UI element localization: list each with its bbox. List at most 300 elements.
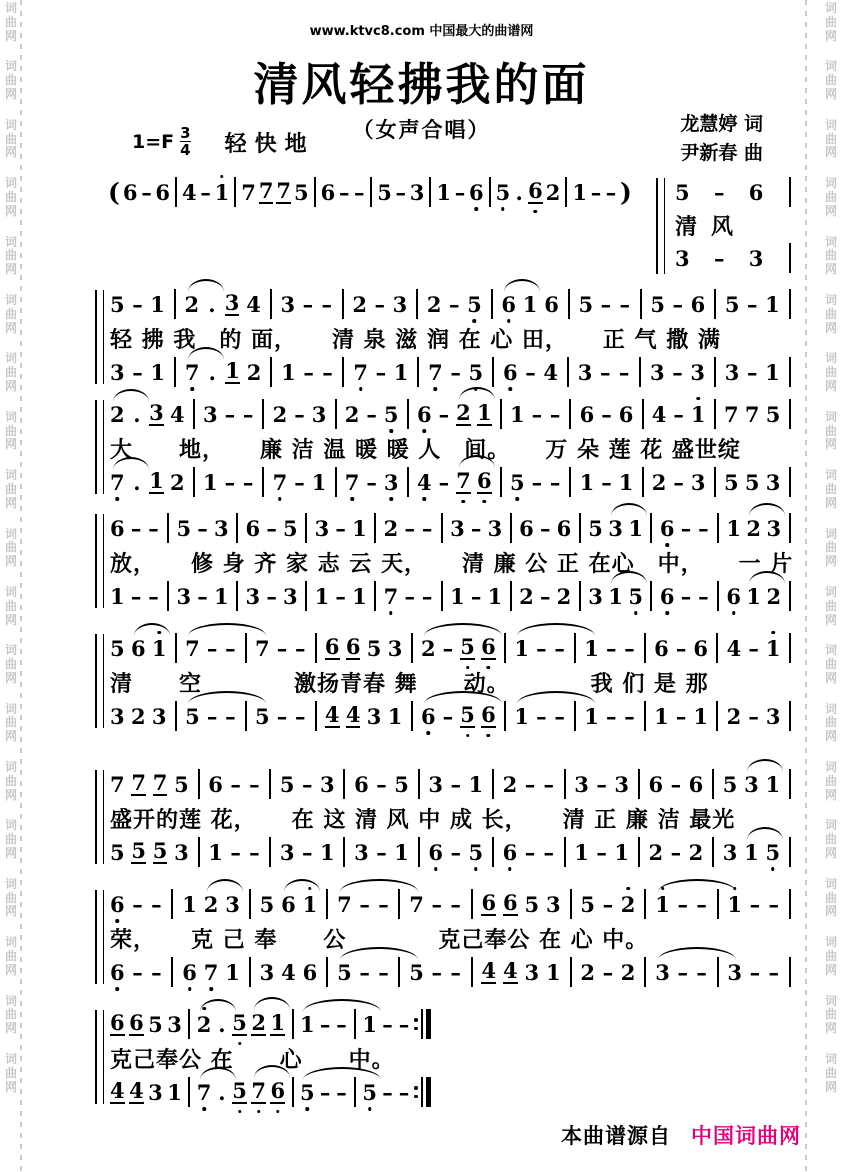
watermark-text: 词 曲 网 xyxy=(4,1,17,43)
note: – xyxy=(450,839,461,865)
slur-arc xyxy=(284,879,320,892)
barline xyxy=(249,889,251,919)
note: – xyxy=(276,635,288,661)
lyrics-line: 荣， 克 己 奉 公 克己奉公 在 心 中。 xyxy=(110,926,649,953)
note: 1 xyxy=(693,703,708,729)
note: 6 xyxy=(469,182,484,203)
barline xyxy=(292,1077,294,1107)
note: – xyxy=(374,291,385,317)
note: . xyxy=(218,1079,226,1105)
note: – xyxy=(539,515,551,541)
slur-arc xyxy=(658,879,736,892)
note: 6 xyxy=(688,771,704,797)
note: 5 xyxy=(766,842,781,863)
note: – xyxy=(747,359,758,385)
note: 6 xyxy=(481,890,497,915)
barline xyxy=(789,769,791,799)
barline xyxy=(789,957,791,987)
slur-arc xyxy=(749,503,785,516)
note: 2 xyxy=(421,638,436,659)
barline xyxy=(343,769,345,799)
note: 6 xyxy=(324,634,340,659)
note: 6 xyxy=(503,362,518,383)
note: – xyxy=(549,401,561,427)
system-3 xyxy=(108,398,793,498)
note: 6 xyxy=(110,1010,125,1035)
system-bracket xyxy=(95,514,104,608)
note: – xyxy=(713,179,725,205)
note: 3 xyxy=(314,515,330,541)
barline xyxy=(262,467,264,497)
note: – xyxy=(132,891,143,917)
note: – xyxy=(148,583,159,609)
barline xyxy=(411,701,413,731)
barline xyxy=(569,467,571,497)
note: 5 xyxy=(174,771,189,797)
barline xyxy=(789,399,791,429)
note: 2 xyxy=(426,291,442,317)
upper-voice-line xyxy=(110,632,793,664)
note: – xyxy=(303,359,314,385)
note: 4 xyxy=(543,359,558,385)
note: 7 xyxy=(276,178,292,203)
site-header-link[interactable]: www.ktvc8.com 中国最大的曲谱网 xyxy=(309,24,534,39)
note: 2 xyxy=(502,771,518,797)
barline xyxy=(789,889,791,919)
barline xyxy=(292,1009,294,1039)
note: 2 xyxy=(556,583,572,609)
note: – xyxy=(224,401,236,427)
barline xyxy=(569,399,571,429)
parenthesis: ) xyxy=(619,177,632,207)
note: – xyxy=(675,703,687,729)
note: 5 xyxy=(279,771,295,797)
note: 1 xyxy=(584,635,599,661)
barline xyxy=(789,467,791,497)
note: 2 xyxy=(456,402,471,426)
barline xyxy=(314,177,316,207)
note: 1 xyxy=(487,583,503,609)
note: 1 xyxy=(225,959,240,985)
barline xyxy=(305,581,307,611)
note: – xyxy=(748,703,759,729)
barline xyxy=(716,701,718,731)
note: 4 xyxy=(246,291,261,317)
note: 6 xyxy=(748,179,764,205)
note: 6 xyxy=(182,962,197,983)
footer-site-link[interactable]: 中国词曲网 xyxy=(691,1123,801,1148)
note: 5 xyxy=(366,635,382,661)
note: 6 xyxy=(110,894,125,915)
note: 6 xyxy=(245,515,261,541)
note: 5 xyxy=(255,703,270,729)
barline xyxy=(335,399,337,429)
note: 5 xyxy=(300,1082,315,1103)
note: – xyxy=(624,703,635,729)
barline xyxy=(343,837,345,867)
note: 5 xyxy=(588,515,603,541)
barline xyxy=(564,769,566,799)
note: 3 xyxy=(577,359,593,385)
note: 5 xyxy=(580,891,596,917)
note: 6 xyxy=(129,1010,144,1035)
note: – xyxy=(747,291,758,317)
note: 1 xyxy=(514,638,529,659)
barline xyxy=(441,513,443,543)
note: – xyxy=(605,635,617,661)
note: 6 xyxy=(503,842,518,863)
barline xyxy=(565,177,567,207)
note: – xyxy=(601,401,612,427)
watermark-text: 词 曲 网 xyxy=(4,292,17,335)
barline xyxy=(789,243,791,273)
barline xyxy=(269,837,271,867)
note: . xyxy=(133,401,141,427)
note: 3 xyxy=(384,472,399,493)
barline xyxy=(167,513,169,543)
note: – xyxy=(768,959,780,985)
note: 5 xyxy=(675,179,690,205)
note: 6 xyxy=(528,180,543,204)
barline xyxy=(579,513,581,543)
note: – xyxy=(366,469,377,495)
note: – xyxy=(376,771,387,797)
note: 5 xyxy=(460,704,475,728)
upper-voice-line xyxy=(110,512,793,544)
note: – xyxy=(525,359,536,385)
note: 4 xyxy=(110,1078,125,1103)
note: 2 xyxy=(251,1012,266,1036)
note: 2 xyxy=(383,515,399,541)
note: 7 xyxy=(241,179,256,205)
note: 7 xyxy=(337,894,352,915)
note: – xyxy=(294,401,305,427)
note: – xyxy=(353,179,365,205)
note: – xyxy=(543,771,554,797)
note: 3 xyxy=(176,583,192,609)
note: 6 xyxy=(502,890,518,915)
barline xyxy=(262,399,264,429)
barline xyxy=(188,1009,190,1039)
note: – xyxy=(675,635,687,661)
note: 6 xyxy=(428,842,443,863)
note: 4 xyxy=(481,958,497,983)
note: – xyxy=(321,291,332,317)
system-bracket xyxy=(656,178,665,274)
barline xyxy=(638,837,640,867)
note: – xyxy=(442,635,454,661)
note: – xyxy=(398,1079,410,1105)
note: 6 xyxy=(660,518,675,539)
note: 6 xyxy=(519,515,534,541)
barline xyxy=(326,889,328,919)
slur-arc xyxy=(517,623,595,636)
note: 1 xyxy=(691,404,706,425)
note: 3 xyxy=(574,771,589,797)
composer-credit: 尹新春 曲 xyxy=(680,142,763,165)
watermark-text: 词 曲 网 xyxy=(824,234,837,277)
barline xyxy=(305,513,307,543)
note: 1 xyxy=(203,469,218,495)
note: – xyxy=(141,179,152,205)
barline xyxy=(416,289,418,319)
right-dashed-border xyxy=(805,0,807,1172)
note: – xyxy=(132,359,143,385)
slur-arc xyxy=(188,279,224,292)
note: – xyxy=(249,771,260,797)
barline xyxy=(315,633,317,663)
barline xyxy=(188,1077,190,1107)
barline xyxy=(175,633,177,663)
barline xyxy=(175,177,177,207)
note: – xyxy=(698,515,709,541)
note: – xyxy=(600,291,612,317)
barline xyxy=(574,633,576,663)
note: 7 xyxy=(185,362,200,383)
watermark-text: 词 曲 网 xyxy=(824,526,837,569)
note: 3 xyxy=(744,774,759,795)
barline xyxy=(370,177,372,207)
note: 1 xyxy=(476,400,492,425)
note: 5 xyxy=(628,586,643,607)
note: – xyxy=(376,839,387,865)
lyrics-line: 轻 拂 我 的 面， 清 泉 滋 润 在 心 田， 正 气 撒 满 xyxy=(110,326,721,353)
note: – xyxy=(531,401,543,427)
watermark-text: 词 曲 网 xyxy=(4,468,17,510)
barline xyxy=(789,633,791,663)
watermark-text: 词 曲 网 xyxy=(824,643,837,685)
note: . xyxy=(515,179,523,205)
barline xyxy=(789,701,791,731)
footer-source-label: 本曲谱源自 xyxy=(561,1123,671,1148)
watermark-text: 词 曲 网 xyxy=(4,584,17,627)
barline xyxy=(644,889,646,919)
note: 5 xyxy=(110,839,125,865)
note: 5 xyxy=(460,636,475,660)
barline xyxy=(374,513,376,543)
note: – xyxy=(449,291,460,317)
system-6 xyxy=(108,768,793,868)
note: – xyxy=(130,515,142,541)
watermark-text: 词 曲 网 xyxy=(4,59,17,101)
slur-arc xyxy=(303,999,381,1012)
note: 3 xyxy=(366,703,382,729)
note: 4 xyxy=(169,401,185,427)
note: 3 xyxy=(279,839,295,865)
note: 5 xyxy=(524,891,540,917)
note: 5 xyxy=(650,291,665,317)
note: – xyxy=(366,401,377,427)
note: 7 xyxy=(255,635,270,661)
note: 2 xyxy=(110,404,125,425)
note: – xyxy=(404,583,415,609)
note: 2 xyxy=(519,583,534,609)
note: – xyxy=(673,401,684,427)
note: 3 xyxy=(655,962,670,983)
barline xyxy=(315,701,317,731)
note: – xyxy=(230,771,241,797)
barline xyxy=(342,357,344,387)
note: 1 xyxy=(303,894,318,915)
slur-arc xyxy=(504,279,540,292)
note: 1 xyxy=(314,583,330,609)
note: 6 xyxy=(110,515,125,541)
watermark-text: 词 曲 网 xyxy=(4,643,17,685)
barline xyxy=(644,633,646,663)
song-title: 清风轻拂我的面 xyxy=(253,58,590,111)
barline xyxy=(174,289,176,319)
note: 2 xyxy=(620,959,636,985)
note: – xyxy=(539,583,551,609)
lower-voice-line xyxy=(110,580,793,612)
note: 1 xyxy=(572,179,587,205)
system-1 xyxy=(108,176,793,276)
note: – xyxy=(713,245,725,271)
pickup-upper-voice xyxy=(675,176,793,208)
barline xyxy=(717,957,719,987)
barline xyxy=(642,399,644,429)
watermark-text: 词 曲 网 xyxy=(824,292,837,335)
barline xyxy=(712,769,714,799)
barline xyxy=(640,289,642,319)
slur-arc xyxy=(340,879,418,892)
note: – xyxy=(696,891,707,917)
left-watermark-column xyxy=(2,2,20,1172)
barline xyxy=(789,177,791,207)
note: 5 xyxy=(362,1082,377,1103)
note: – xyxy=(602,891,614,917)
system-bracket xyxy=(95,400,104,494)
note: 5 xyxy=(185,706,200,727)
barline xyxy=(716,633,718,663)
note: – xyxy=(624,635,635,661)
watermark-text: 词 曲 网 xyxy=(824,468,837,510)
barline xyxy=(650,581,652,611)
note: – xyxy=(206,635,218,661)
barline xyxy=(712,837,714,867)
note: – xyxy=(302,771,313,797)
note: 2 xyxy=(648,839,664,865)
barline xyxy=(492,357,494,387)
barline xyxy=(236,581,238,611)
watermark-text: 词 曲 网 xyxy=(824,876,837,919)
note: 5 xyxy=(110,291,125,317)
note: 6 xyxy=(421,706,436,727)
lower-voice-line xyxy=(110,836,793,868)
note: 3 xyxy=(649,359,665,385)
note: 7 xyxy=(456,470,471,494)
note: – xyxy=(536,703,547,729)
note: – xyxy=(554,703,565,729)
note: – xyxy=(421,583,433,609)
note: – xyxy=(230,839,241,865)
note: 7 xyxy=(204,962,219,983)
watermark-text: 词 曲 网 xyxy=(4,234,17,277)
note: 4 xyxy=(651,401,667,427)
note: – xyxy=(531,469,543,495)
note: 2 xyxy=(651,469,667,495)
note: 3 xyxy=(409,179,425,205)
barline xyxy=(568,289,570,319)
note: 2 xyxy=(204,894,219,915)
note: 2 xyxy=(130,703,146,729)
barline xyxy=(789,357,791,387)
note: – xyxy=(470,515,482,541)
slur-arc xyxy=(207,879,243,892)
note: 1 xyxy=(208,839,223,865)
slur-arc xyxy=(188,623,266,636)
note: . xyxy=(208,359,216,385)
note: 5 xyxy=(744,469,760,495)
note: 7 xyxy=(110,472,125,493)
note: 2 xyxy=(545,179,561,205)
note: 3 xyxy=(428,771,443,797)
system-8 xyxy=(108,1008,793,1108)
left-dashed-border xyxy=(20,0,22,1172)
note: 1 xyxy=(225,358,240,383)
note: 3 xyxy=(320,771,335,797)
note: 3 xyxy=(174,839,189,865)
note: – xyxy=(242,401,254,427)
barline xyxy=(354,1009,356,1039)
watermark-text: 词 曲 网 xyxy=(824,1,837,43)
barline xyxy=(639,357,641,387)
note: . xyxy=(133,469,141,495)
barline xyxy=(417,357,419,387)
note: 3 xyxy=(110,359,125,385)
note: 6 xyxy=(155,179,171,205)
note: 3 xyxy=(354,839,369,865)
slur-arc xyxy=(459,387,495,400)
watermark-text: 词 曲 网 xyxy=(4,993,17,1036)
note: 3 xyxy=(545,891,561,917)
note: 1 xyxy=(746,586,761,607)
note: 5 xyxy=(469,842,484,863)
note: – xyxy=(378,959,389,985)
watermark-text: 词 曲 网 xyxy=(824,409,837,452)
note: 1 xyxy=(510,401,525,427)
lyrics-line: 盛开的莲 花， 在 这 清 风 中 成 长， 清 正 廉 洁 最光 xyxy=(110,806,736,833)
barline xyxy=(644,957,646,987)
note: – xyxy=(302,839,313,865)
watermark-text: 词 曲 网 xyxy=(824,1052,837,1094)
pickup-lyrics: 清风 xyxy=(675,213,748,240)
note: 3 xyxy=(167,1011,182,1037)
note: 2 xyxy=(746,518,761,539)
note: 1 xyxy=(545,959,561,985)
note: 1 xyxy=(311,469,327,495)
note: 2 xyxy=(621,894,636,915)
barline xyxy=(249,957,251,987)
note: 1 xyxy=(394,839,409,865)
barline xyxy=(564,837,566,867)
note: 6 xyxy=(693,635,708,661)
barline xyxy=(638,769,640,799)
system-bracket xyxy=(95,770,104,864)
note: 1 xyxy=(393,359,409,385)
key-signature: 1=F xyxy=(132,131,175,153)
note: – xyxy=(596,839,607,865)
note: – xyxy=(206,703,218,729)
note: 7 xyxy=(197,1082,212,1103)
note: – xyxy=(338,179,350,205)
note: 3 xyxy=(588,583,603,609)
time-signature-denominator: 4 xyxy=(180,141,191,159)
note: 4 xyxy=(502,958,518,983)
barline xyxy=(236,513,238,543)
note: – xyxy=(431,891,443,917)
note: – xyxy=(431,959,443,985)
